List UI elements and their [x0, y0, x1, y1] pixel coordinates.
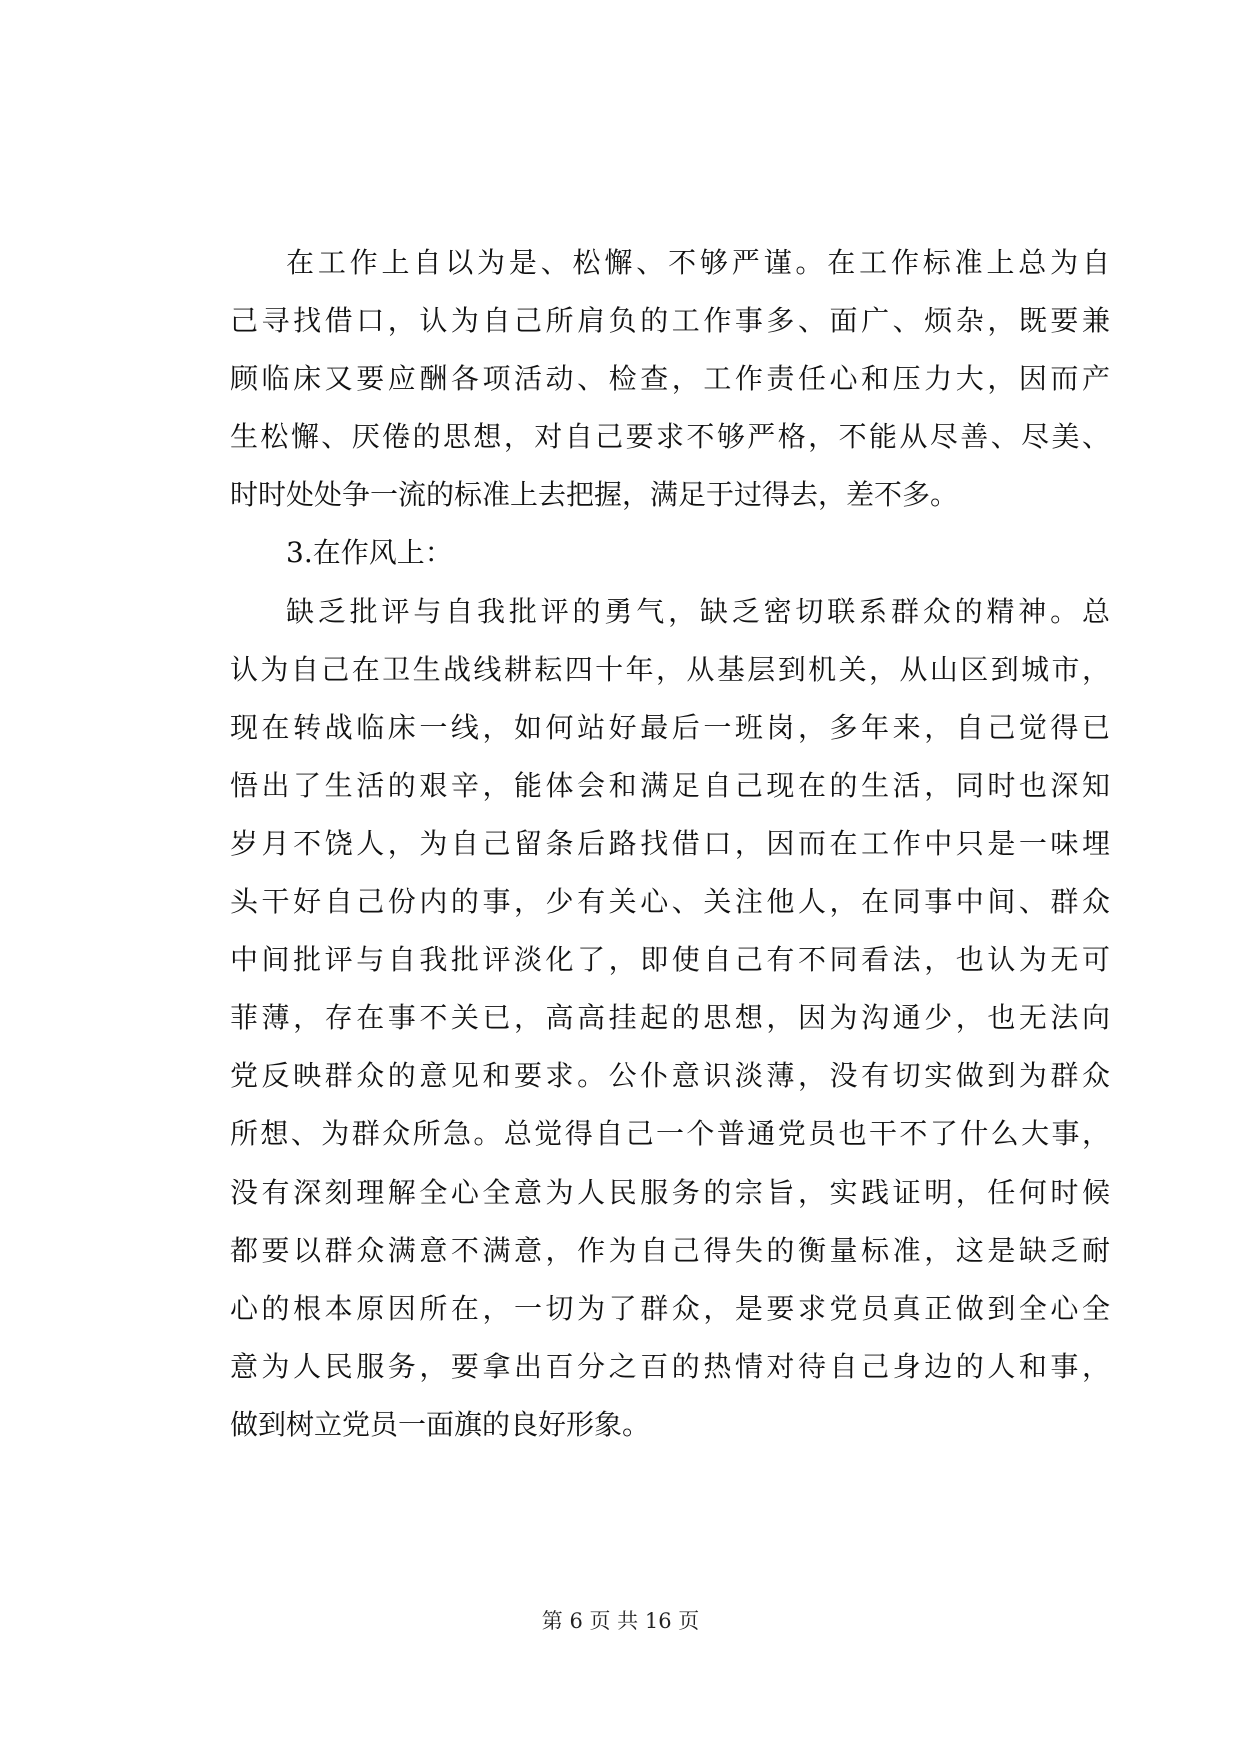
text-line: 生松懈、厌倦的思想，对自己要求不够严格，不能从尽善、尽美、 — [230, 420, 1110, 454]
text-line: 做到树立党员一面旗的良好形象。 — [230, 1407, 651, 1441]
text-line: 所想、为群众所急。总觉得自己一个普通党员也干不了什么大事， — [230, 1117, 1110, 1151]
text-line: 心的根本原因所在，一切为了群众，是要求党员真正做到全心全 — [230, 1291, 1110, 1325]
text-line: 中间批评与自我批评淡化了，即使自己有不同看法，也认为无可 — [230, 943, 1110, 977]
text-line: 菲薄，存在事不关已，高高挂起的思想，因为沟通少，也无法向 — [230, 1001, 1110, 1035]
text-line: 悟出了生活的艰辛，能体会和满足自己现在的生活，同时也深知 — [230, 768, 1110, 802]
text-line: 在工作上自以为是、松懈、不够严谨。在工作标准上总为自 — [286, 246, 1110, 279]
text-line: 没有深刻理解全心全意为人民服务的宗旨，实践证明，任何时候 — [230, 1175, 1110, 1209]
body-text — [230, 234, 1110, 1454]
text-line: 意为人民服务，要拿出百分之百的热情对待自己身边的人和事， — [230, 1349, 1110, 1383]
text-line: 都要以群众满意不满意，作为自己得失的衡量标准，这是缺乏耐 — [230, 1233, 1110, 1267]
text-line: 时时处处争一流的标准上去把握，满足于过得去，差不多。 — [230, 478, 959, 512]
page-footer: 第 6 页 共 16 页 — [541, 1609, 700, 1633]
text-line: 缺乏批评与自我批评的勇气，缺乏密切联系群众的精神。总 — [286, 594, 1110, 628]
text-line: 岁月不饶人，为自己留条后路找借口，因而在工作中只是一味埋 — [230, 826, 1110, 860]
text-line: 顾临床又要应酬各项活动、检查，工作责任心和压力大，因而产 — [230, 362, 1110, 396]
text-line: 3.在作风上： — [286, 536, 453, 570]
text-line: 认为自己在卫生战线耕耘四十年，从基层到机关，从山区到城市， — [230, 652, 1110, 686]
text-line: 头干好自己份内的事，少有关心、关注他人，在同事中间、群众 — [230, 885, 1110, 919]
text-line: 己寻找借口，认为自己所肩负的工作事多、面广、烦杂，既要兼 — [230, 304, 1110, 338]
text-line: 现在转战临床一线，如何站好最后一班岗，多年来，自己觉得已 — [230, 710, 1110, 744]
text-line: 党反映群众的意见和要求。公仆意识淡薄，没有切实做到为群众 — [230, 1059, 1110, 1093]
